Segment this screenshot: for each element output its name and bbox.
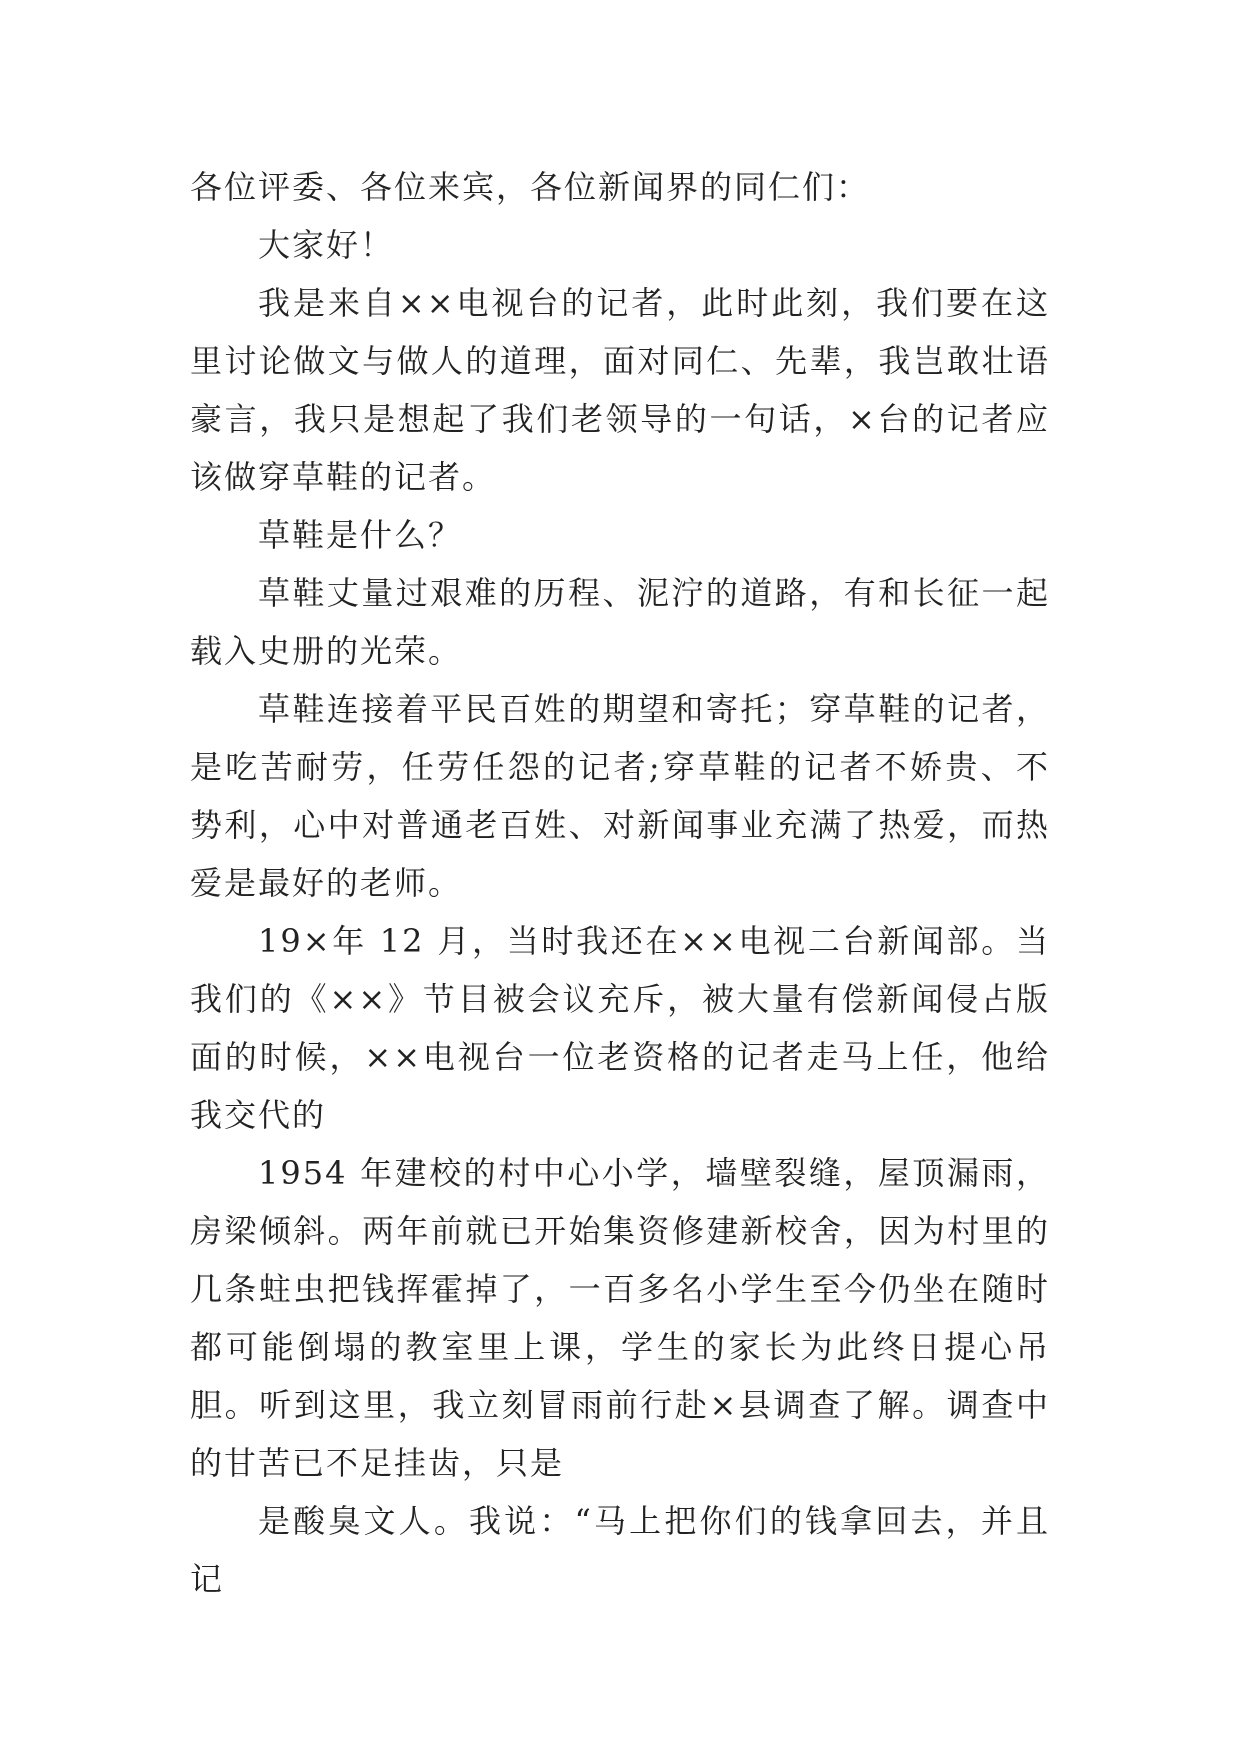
paragraph: 草鞋丈量过艰难的历程、泥泞的道路，有和长征一起载入史册的光荣。 bbox=[190, 574, 1050, 670]
paragraph: 草鞋连接着平民百姓的期望和寄托；穿草鞋的记者，是吃苦耐劳，任劳任怨的记者;穿草鞋的记者不娇贵、不势利，心中对普通老百姓、对新闻事业充满了热爱，而热爱是最好的老师。 bbox=[190, 690, 1050, 902]
paragraph: 19×年 12 月，当时我还在××电视二台新闻部。当我们的《××》节目被会议充斥，被大量有偿新闻侵占版面的时候，××电视台一位老资格的记者走马上任，他给我交代的 bbox=[190, 922, 1050, 1134]
paragraph-salutation: 各位评委、各位来宾，各位新闻界的同仁们： bbox=[190, 168, 871, 206]
paragraph: 草鞋是什么？ bbox=[258, 516, 463, 554]
paragraph-greeting: 大家好！ bbox=[258, 226, 395, 264]
document-body bbox=[190, 158, 1050, 1608]
paragraph: 我是来自××电视台的记者，此时此刻，我们要在这里讨论做文与做人的道理，面对同仁、先辈，我岂敢壮语豪言，我只是想起了我们老领导的一句话，×台的记者应该做穿草鞋的记者。 bbox=[190, 284, 1050, 496]
paragraph: 1954 年建校的村中心小学，墙壁裂缝，屋顶漏雨，房梁倾斜。两年前就已开始集资修建新校舍，因为村里的几条蛀虫把钱挥霍掉了，一百多名小学生至今仍坐在随时都可能倒塌的教室里上课，学生的家长为此终日提心吊胆。听到这里，我立刻冒雨前行赴×县调查了解。调查中的甘苦已不足挂齿，只是 bbox=[190, 1154, 1050, 1482]
paragraph: 是酸臭文人。我说：“马上把你们的钱拿回去，并且记 bbox=[190, 1502, 1050, 1598]
